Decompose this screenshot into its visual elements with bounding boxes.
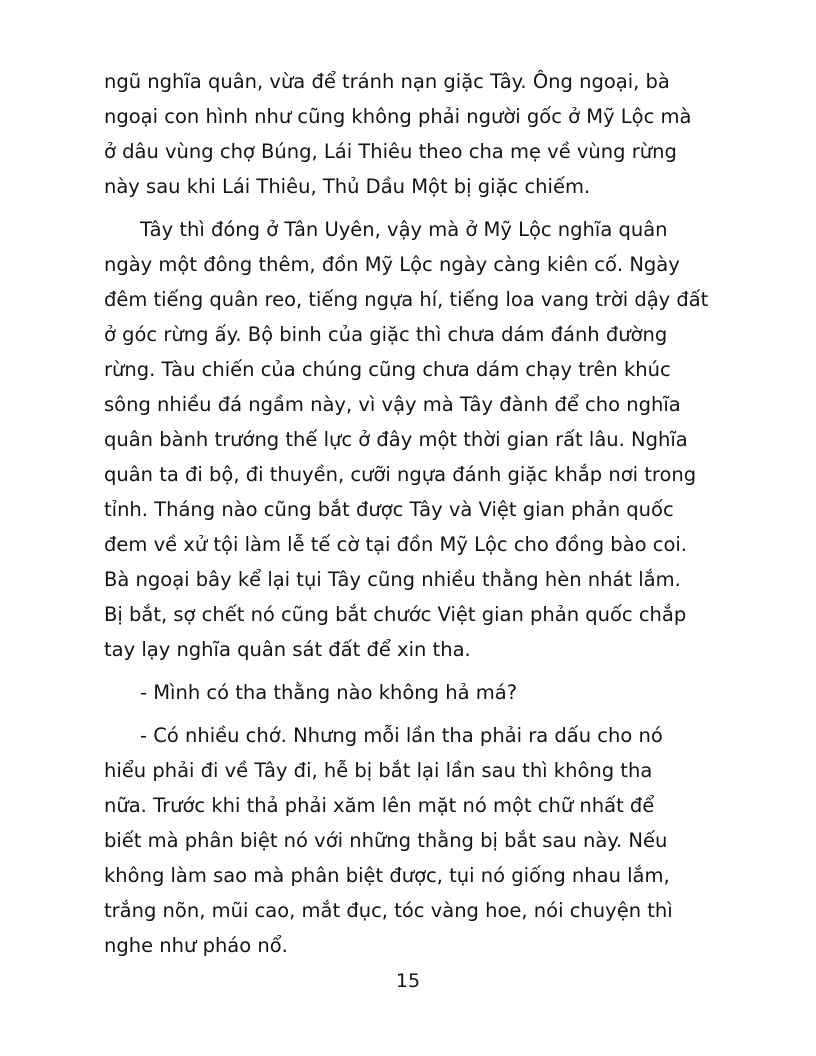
- text-line: ngoại con hình như cũng không phải người gốc ở Mỹ Lộc mà: [104, 105, 692, 128]
- text-line: tỉnh. Tháng nào cũng bắt được Tây và Việt gian phản quốc: [104, 498, 674, 521]
- body-text: [104, 64, 708, 963]
- text-line: quân bành trướng thế lực ở đây một thời gian rất lâu. Nghĩa: [104, 428, 688, 451]
- text-line: ngày một đông thêm, đồn Mỹ Lộc ngày càng kiên cố. Ngày: [104, 253, 680, 276]
- text-line: Bà ngoại bây kể lại tụi Tây cũng nhiều thằng hèn nhát lắm.: [104, 568, 681, 591]
- paragraph: [104, 64, 708, 204]
- paragraph: [104, 718, 708, 963]
- text-line: - Mình có tha thằng nào không hả má?: [140, 681, 518, 704]
- text-line: Tây thì đóng ở Tân Uyên, vậy mà ở Mỹ Lộc nghĩa quân: [140, 218, 668, 241]
- text-line: sông nhiều đá ngầm này, vì vậy mà Tây đành để cho nghĩa: [104, 393, 681, 416]
- text-line: rừng. Tàu chiến của chúng cũng chưa dám chạy trên khúc: [104, 358, 671, 381]
- text-line: đem về xử tội làm lễ tế cờ tại đồn Mỹ Lộc cho đồng bào coi.: [104, 533, 687, 556]
- page-number: 15: [395, 970, 421, 992]
- paragraph: [104, 212, 708, 667]
- text-line: đêm tiếng quân reo, tiếng ngựa hí, tiếng loa vang trời dậy đất: [104, 288, 709, 311]
- text-line: biết mà phân biệt nó với những thằng bị bắt sau này. Nếu: [104, 829, 668, 852]
- text-line: nghe như pháo nổ.: [104, 934, 288, 957]
- text-line: ở góc rừng ấy. Bộ binh của giặc thì chưa dám đánh đường: [104, 323, 668, 346]
- text-line: - Có nhiều chớ. Nhưng mỗi lần tha phải ra dấu cho nó: [140, 724, 663, 747]
- text-line: ngũ nghĩa quân, vừa để tránh nạn giặc Tây. Ông ngoại, bà: [104, 70, 670, 93]
- text-line: nữa. Trước khi thả phải xăm lên mặt nó một chữ nhất để: [104, 794, 655, 817]
- paragraph: [104, 675, 708, 710]
- text-line: Bị bắt, sợ chết nó cũng bắt chước Việt gian phản quốc chắp: [104, 603, 687, 626]
- text-line: quân ta đi bộ, đi thuyền, cưỡi ngựa đánh giặc khắp nơi trong: [104, 463, 697, 486]
- text-line: tay lạy nghĩa quân sát đất để xin tha.: [104, 638, 471, 661]
- text-line: ở dâu vùng chợ Búng, Lái Thiêu theo cha mẹ về vùng rừng: [104, 140, 677, 163]
- text-line: trắng nõn, mũi cao, mắt đục, tóc vàng hoe, nói chuyện thì: [104, 899, 673, 922]
- text-line: hiểu phải đi về Tây đi, hễ bị bắt lại lần sau thì không tha: [104, 759, 653, 782]
- text-line: này sau khi Lái Thiêu, Thủ Dầu Một bị giặc chiếm.: [104, 175, 591, 198]
- text-line: không làm sao mà phân biệt được, tụi nó giống nhau lắm,: [104, 864, 670, 887]
